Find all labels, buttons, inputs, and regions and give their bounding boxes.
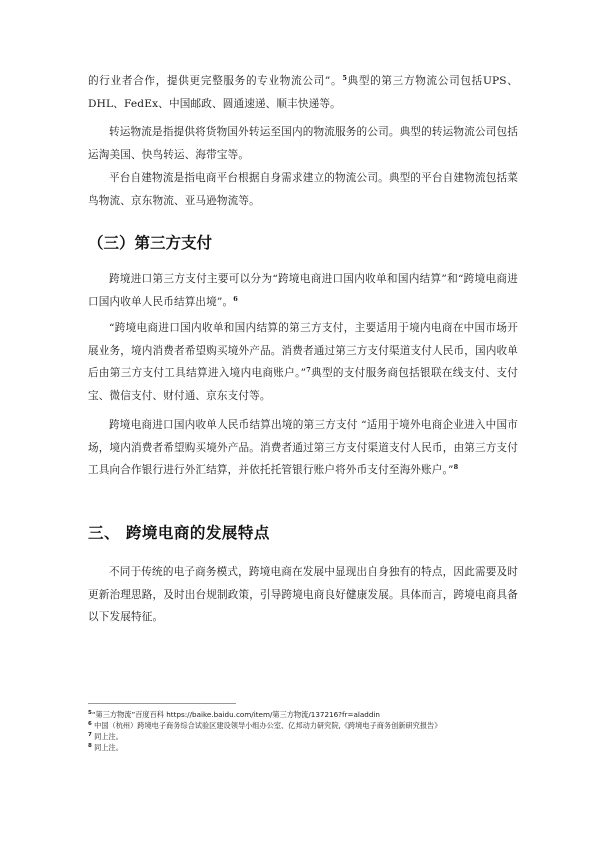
paragraph-text: 跨境电商进口国内收单人民币结算出境的第三方支付 “适用于境外电商企业进入中国市场，境内消费者希望购买境外产品。消费者通过第三方支付渠道支付人民币，由第三方支付工具向合作银行进行外汇结算，并依托托管银行账户将外币支付至海外账户。” (88, 419, 518, 476)
footnote-8 (88, 742, 518, 753)
footnote-ref-8[interactable]: 8 (453, 463, 459, 471)
footnote-7 (88, 731, 518, 742)
paragraph-platform-logistics: 平台自建物流是指电商平台根据自身需求建立的物流公司。典型的平台自建物流包括菜鸟物流、京东物流、亚马逊物流等。 (88, 172, 518, 207)
footnote-ref-7[interactable]: 7 (306, 366, 311, 374)
paragraph-text: “跨境电商进口国内收单和国内结算的第三方支付，主要适用于境内电商在中国市场开展业务，境内消费者希望购买境外产品。消费者通过第三方支付渠道支付人民币，国内收单后由第三方支付工具结算进入境内电商账户。” (88, 322, 518, 379)
footnote-5 (88, 709, 518, 720)
footnote-mark: 5 (88, 710, 92, 716)
footnote-ref-6[interactable]: 6 (233, 294, 238, 303)
section-heading-development-features: 三、 跨境电商的发展特点 (88, 524, 270, 542)
footnote-divider (88, 703, 236, 704)
paragraph-outbound-settlement (88, 414, 518, 482)
section-heading-third-party-payment: （三）第三方支付 (88, 234, 213, 252)
paragraph-payment-intro (88, 268, 518, 313)
footnote-text: 同上注。 (94, 743, 123, 752)
footnote-mark: 8 (88, 743, 92, 749)
paragraph-text: 典型的支付服务商包括银联在线支付、支付宝、微信支付、财付通、京东支付等。 (88, 367, 518, 402)
paragraph-domestic-settlement (88, 317, 518, 407)
footnotes (88, 709, 518, 753)
paragraph-transfer-logistics: 转运物流是指提供将货物国外转运至国内的物流服务的公司。典型的转运物流公司包括运淘美国、快鸟转运、海带宝等。 (88, 126, 518, 161)
paragraph-text: 的行业者合作，提供更完整服务的专业物流公司”。 (88, 75, 343, 87)
footnote-mark: 7 (88, 732, 92, 738)
footnote-text: 中国（杭州）跨境电子商务综合试验区建设领导小组办公室、亿邦动力研究院,《跨境电子商务创新研究报告》 (94, 721, 442, 730)
footnote-6 (88, 720, 518, 731)
footnote-text: 同上注。 (94, 732, 123, 741)
paragraph-logistics-continued (88, 70, 518, 115)
paragraph-text: 跨境进口第三方支付主要可以分为“跨境电商进口国内收单和国内结算”和“跨境电商进口国内收单人民币结算出境”。 (88, 273, 518, 308)
footnote-ref-5[interactable]: 5 (342, 74, 348, 82)
footnote-mark: 6 (88, 721, 92, 727)
footnote-text: “第三方物流”百度百科 https://baike.baidu.com/item/第三方物流/137216?fr=aladdin (91, 710, 380, 719)
paragraph-features-intro: 不同于传统的电子商务模式，跨境电商在发展中显现出自身独有的特点，因此需要及时更新治理思路，及时出台规制政策，引导跨境电商良好健康发展。具体而言，跨境电商具备以下发展特征。 (88, 566, 518, 623)
paragraph-text: 典型的第三方物流公司包括UPS、DHL、FedEx、中国邮政、圆通速递、顺丰快递等。 (88, 75, 518, 110)
